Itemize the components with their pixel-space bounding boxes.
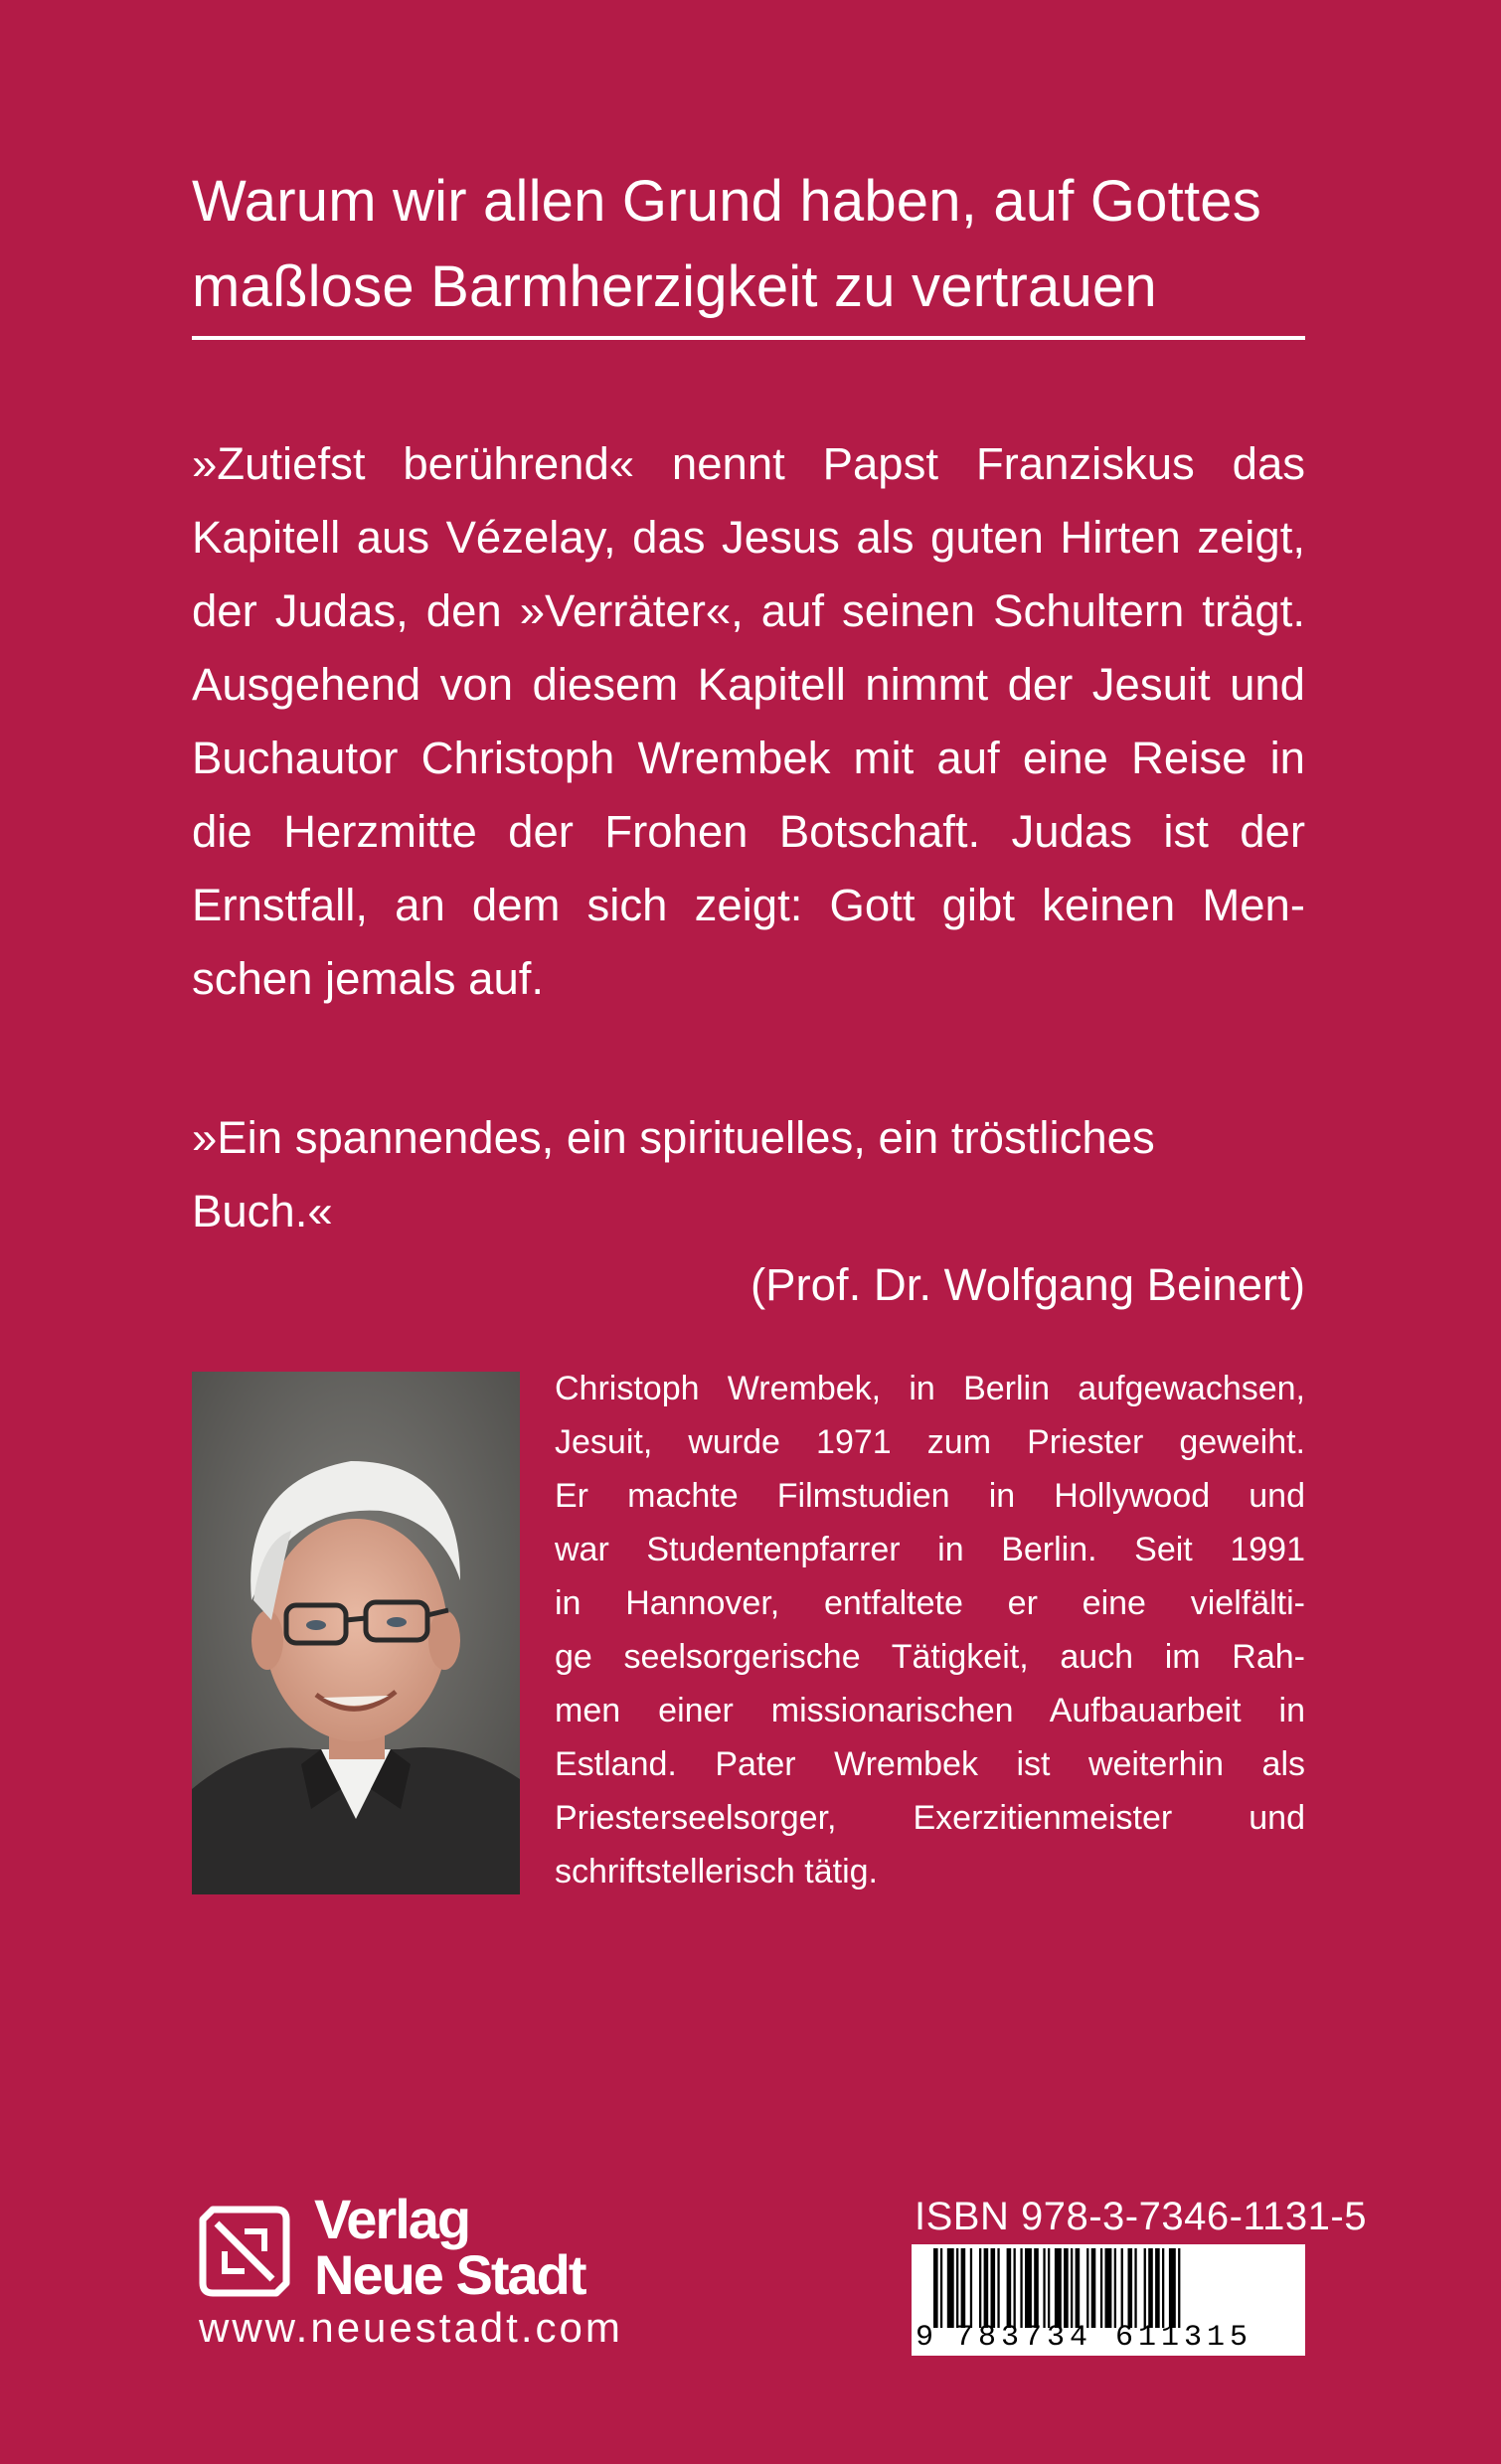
barcode-bar bbox=[933, 2248, 938, 2328]
barcode-bar bbox=[997, 2248, 999, 2328]
blurb-line: schen jemals auf. bbox=[192, 953, 545, 1004]
isbn-barcode bbox=[912, 2244, 1305, 2356]
author-bio bbox=[555, 1362, 1305, 1898]
bio-line: in Hannover, entfaltete er eine vielfälti- bbox=[555, 1584, 1305, 1622]
barcode-bars bbox=[912, 2244, 1305, 2330]
headline-line-1: Warum wir allen Grund haben, auf Gottes bbox=[192, 169, 1261, 234]
barcode-bar bbox=[1091, 2248, 1096, 2328]
barcode-bar bbox=[1178, 2248, 1180, 2328]
bio-line: men einer missionarischen Aufbauarbeit in bbox=[555, 1692, 1305, 1729]
barcode-bar bbox=[940, 2248, 942, 2328]
publisher-logo bbox=[195, 2188, 662, 2311]
blurb-text bbox=[192, 427, 1305, 1016]
blurb-line: »Zutiefst berührend« nennt Papst Franziskus das bbox=[192, 438, 1305, 489]
quote-source: (Prof. Dr. Wolfgang Beinert) bbox=[750, 1259, 1305, 1310]
barcode-digits-rest: 783734 611315 bbox=[955, 2321, 1253, 2355]
bio-line: war Studentenpfarrer in Berlin. Seit 1991 bbox=[555, 1531, 1305, 1568]
barcode-bar bbox=[956, 2248, 958, 2328]
publisher-name-line-1: Verlag bbox=[314, 2188, 470, 2250]
barcode-bar bbox=[1014, 2248, 1016, 2328]
barcode-bar bbox=[1114, 2248, 1116, 2328]
bio-line: Priesterseelsorger, Exerzitienmeister und bbox=[555, 1799, 1305, 1837]
barcode-bar bbox=[1034, 2248, 1039, 2328]
publisher-logo-icon bbox=[195, 2202, 294, 2301]
barcode-bar bbox=[1134, 2248, 1136, 2328]
barcode-bar bbox=[1064, 2248, 1069, 2328]
barcode-bar bbox=[1121, 2248, 1123, 2328]
barcode-bar bbox=[1071, 2248, 1073, 2328]
bio-line: ge seelsorgerische Tätigkeit, auch im Rah- bbox=[555, 1638, 1305, 1676]
quote-text: »Ein spannendes, ein spirituelles, ein tröstliches Buch.« bbox=[192, 1112, 1155, 1236]
barcode-bar bbox=[1020, 2248, 1022, 2328]
barcode-bar bbox=[1086, 2248, 1088, 2328]
barcode-bar bbox=[1076, 2248, 1081, 2328]
blurb-line: Ausgehend von diesem Kapitell nimmt der Jesuit und bbox=[192, 659, 1305, 710]
bio-line: Jesuit, wurde 1971 zum Priester geweiht. bbox=[555, 1423, 1305, 1461]
barcode-bar bbox=[1148, 2248, 1153, 2328]
bio-line: Christoph Wrembek, in Berlin aufgewachsen, bbox=[555, 1370, 1305, 1407]
publisher-website: www.neuestadt.com bbox=[199, 2304, 623, 2351]
publisher-name-line-2: Neue Stadt bbox=[314, 2243, 585, 2306]
divider bbox=[192, 336, 1305, 340]
barcode-bar bbox=[1128, 2248, 1133, 2328]
blurb-line: Buchautor Christoph Wrembek mit auf eine Reise in bbox=[192, 733, 1305, 783]
review-quote bbox=[192, 1101, 1305, 1322]
barcode-bar bbox=[1007, 2248, 1012, 2328]
bio-line: Estland. Pater Wrembek ist weiterhin als bbox=[555, 1745, 1305, 1783]
barcode-bar bbox=[1169, 2248, 1176, 2328]
barcode-bar bbox=[1055, 2248, 1062, 2328]
barcode-bar bbox=[1048, 2248, 1050, 2328]
isbn-label: ISBN 978-3-7346-1131-5 bbox=[915, 2195, 1367, 2238]
blurb-line: der Judas, den »Verräter«, auf seinen Schultern trägt. bbox=[192, 585, 1305, 636]
barcode-bar bbox=[1105, 2248, 1112, 2328]
headline-line-2: maßlose Barmherzigkeit zu vertrauen bbox=[192, 254, 1157, 319]
barcode-bar bbox=[984, 2248, 989, 2328]
publisher-name bbox=[314, 2188, 585, 2306]
barcode-digit-first: 9 bbox=[916, 2321, 934, 2355]
barcode-bar bbox=[991, 2248, 996, 2328]
barcode-bar bbox=[970, 2248, 972, 2328]
blurb-line: Kapitell aus Vézelay, das Jesus als guten Hirten zeigt, bbox=[192, 512, 1305, 563]
bio-line: Er machte Filmstudien in Hollywood und bbox=[555, 1477, 1305, 1515]
barcode-bar bbox=[979, 2248, 981, 2328]
barcode-bar bbox=[1144, 2248, 1146, 2328]
barcode-bar bbox=[947, 2248, 954, 2328]
barcode-bar bbox=[1155, 2248, 1160, 2328]
blurb-line: Ernstfall, an dem sich zeigt: Gott gibt keinen Men- bbox=[192, 880, 1305, 930]
barcode-bar bbox=[961, 2248, 966, 2328]
author-portrait-illustration bbox=[192, 1372, 520, 1894]
barcode-bar bbox=[1043, 2248, 1045, 2328]
barcode-bar bbox=[1100, 2248, 1102, 2328]
barcode-bar bbox=[1162, 2248, 1164, 2328]
headline bbox=[192, 159, 1305, 330]
bio-line: schriftstellerisch tätig. bbox=[555, 1853, 878, 1890]
barcode-bar bbox=[1025, 2248, 1032, 2328]
author-photo bbox=[192, 1372, 520, 1894]
blurb-line: die Herzmitte der Frohen Botschaft. Judas ist der bbox=[192, 806, 1305, 857]
